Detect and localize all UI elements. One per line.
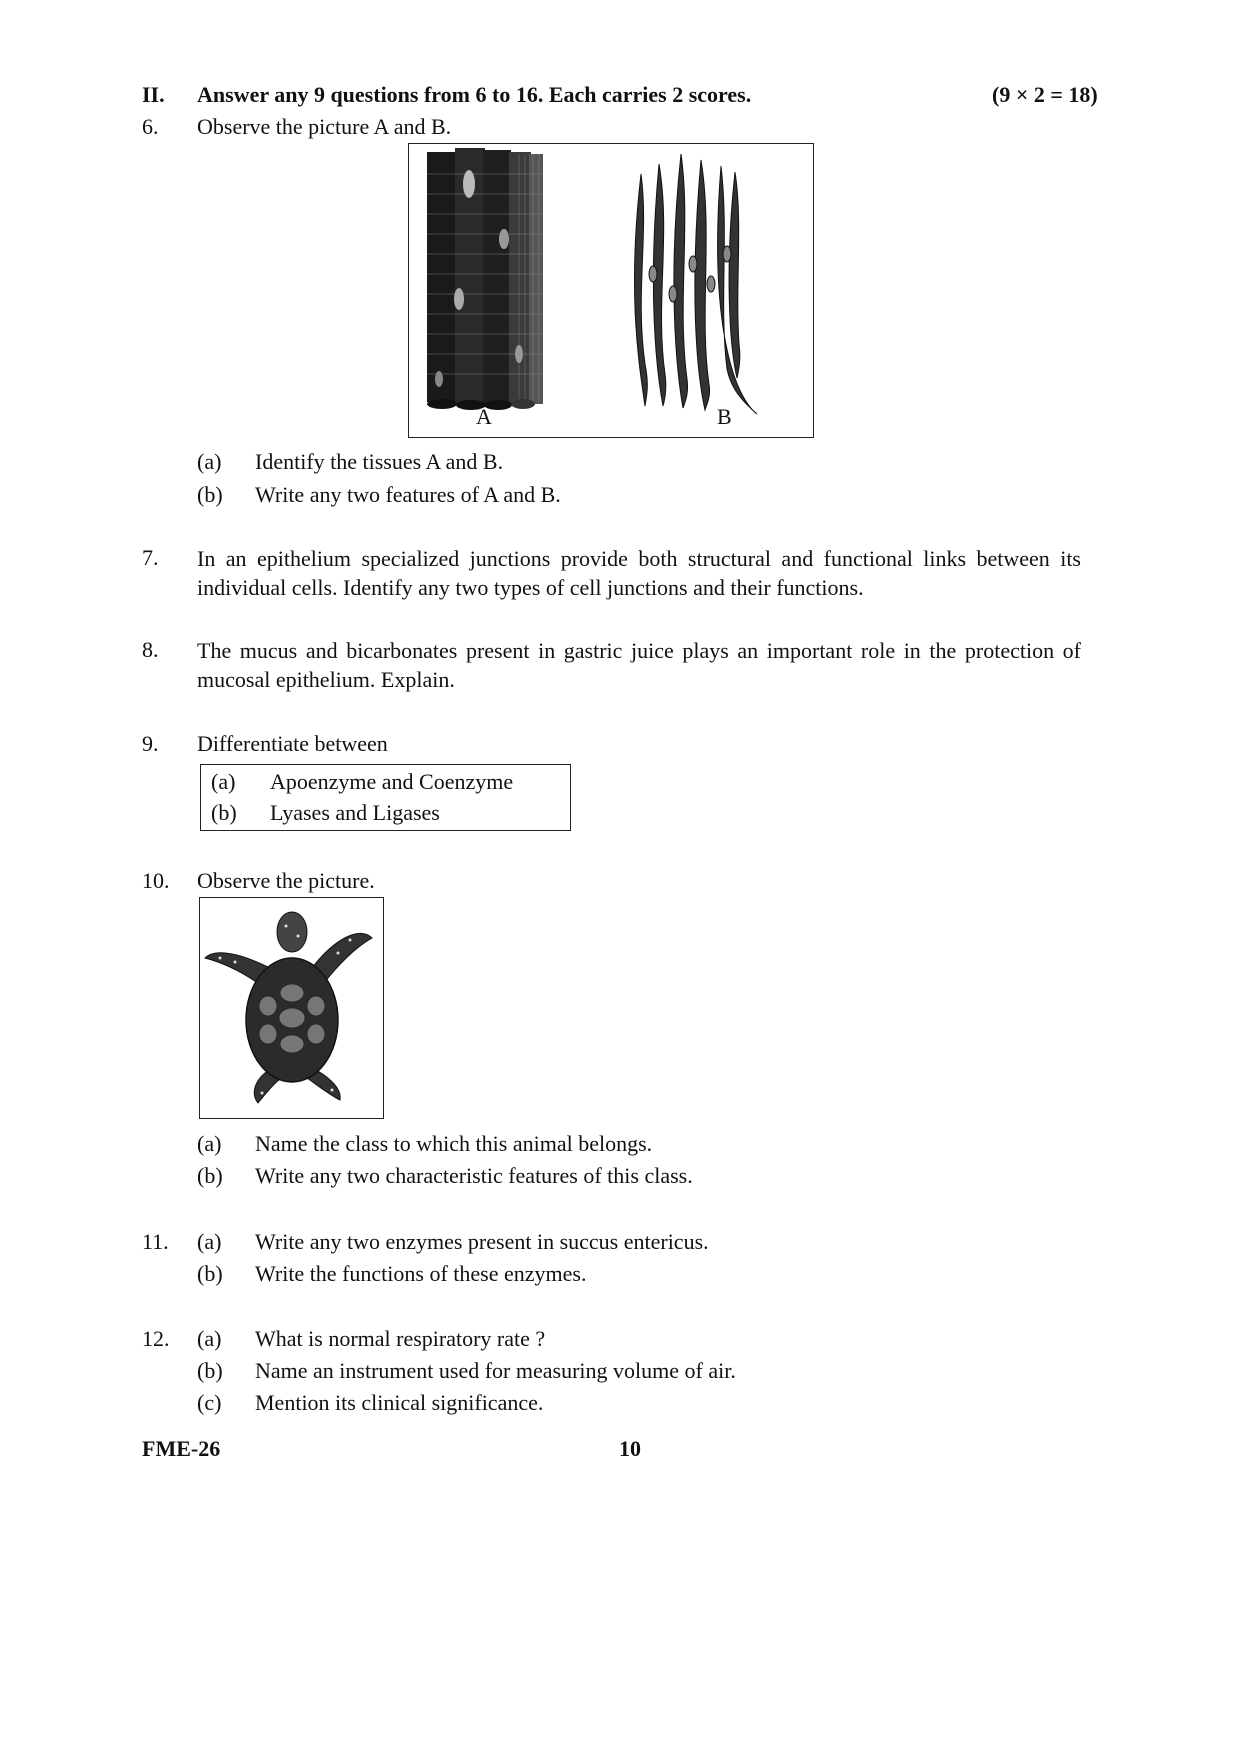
q11-part-a-label: (a): [197, 1229, 222, 1254]
q11-part-b-label: (b): [197, 1261, 223, 1286]
q10-part-b-label: (b): [197, 1163, 223, 1188]
q10-part-a-label: (a): [197, 1131, 222, 1156]
q6-part-a-label: (a): [197, 449, 222, 474]
figure-label-b: B: [717, 404, 732, 429]
q9-part-b-text: Lyases and Ligases: [270, 800, 440, 825]
footer-page-number: 10: [619, 1436, 641, 1461]
q10-number: 10.: [142, 868, 170, 893]
q6-number: 6.: [142, 114, 159, 139]
q12-number: 12.: [142, 1326, 170, 1351]
section-instruction: Answer any 9 questions from 6 to 16. Each carries 2 scores.: [197, 82, 752, 107]
q12-part-c-label: (c): [197, 1390, 222, 1415]
q12-part-b-text: Name an instrument used for measuring volume of air.: [255, 1358, 736, 1383]
q10-part-b-text: Write any two characteristic features of this class.: [255, 1163, 693, 1188]
footer-code: FME-26: [142, 1436, 221, 1461]
q8-text: The mucus and bicarbonates present in gastric juice plays an important role in the protection of mucosal epithelium. Explain.: [197, 638, 1081, 692]
q6-part-b-text: Write any two features of A and B.: [255, 482, 561, 507]
q12-part-c-text: Mention its clinical significance.: [255, 1390, 544, 1415]
q8-number: 8.: [142, 637, 159, 662]
q11-number: 11.: [142, 1229, 169, 1254]
q12-part-a-label: (a): [197, 1326, 222, 1351]
section-marks: (9 × 2 = 18): [992, 82, 1098, 107]
smooth-muscle-b-image: [634, 154, 757, 414]
q7-text: In an epithelium specialized junctions provide both structural and functional links between its individual cells. Identify any two types of cell junctions and their functions.: [197, 546, 1081, 600]
q10-part-a-text: Name the class to which this animal belongs.: [255, 1131, 653, 1156]
figure-label-a: A: [476, 404, 492, 429]
q7-number: 7.: [142, 545, 159, 570]
q11-part-a-text: Write any two enzymes present in succus entericus.: [255, 1229, 709, 1254]
q6-text: Observe the picture A and B.: [197, 114, 452, 139]
muscle-tissue-a-image: [427, 148, 543, 410]
q9-part-a-text: Apoenzyme and Coenzyme: [270, 769, 514, 794]
q12-part-b-label: (b): [197, 1358, 223, 1383]
q6-part-b-label: (b): [197, 482, 223, 507]
section-roman: II.: [142, 82, 165, 107]
q6-part-a-text: Identify the tissues A and B.: [255, 449, 504, 474]
q9-part-a-label: (a): [211, 769, 236, 794]
q9-part-b-label: (b): [211, 800, 237, 825]
tissue-figure: [409, 144, 812, 436]
q9-text: Differentiate between: [197, 731, 388, 756]
q9-number: 9.: [142, 731, 159, 756]
q6-figure-frame: [408, 143, 814, 438]
q12-part-a-text: What is normal respiratory rate ?: [255, 1326, 546, 1351]
q11-part-b-text: Write the functions of these enzymes.: [255, 1261, 587, 1286]
turtle-image: [200, 898, 382, 1117]
q10-text: Observe the picture.: [197, 868, 375, 893]
q10-figure-frame: [199, 897, 384, 1119]
q9-options-box: [200, 764, 571, 831]
